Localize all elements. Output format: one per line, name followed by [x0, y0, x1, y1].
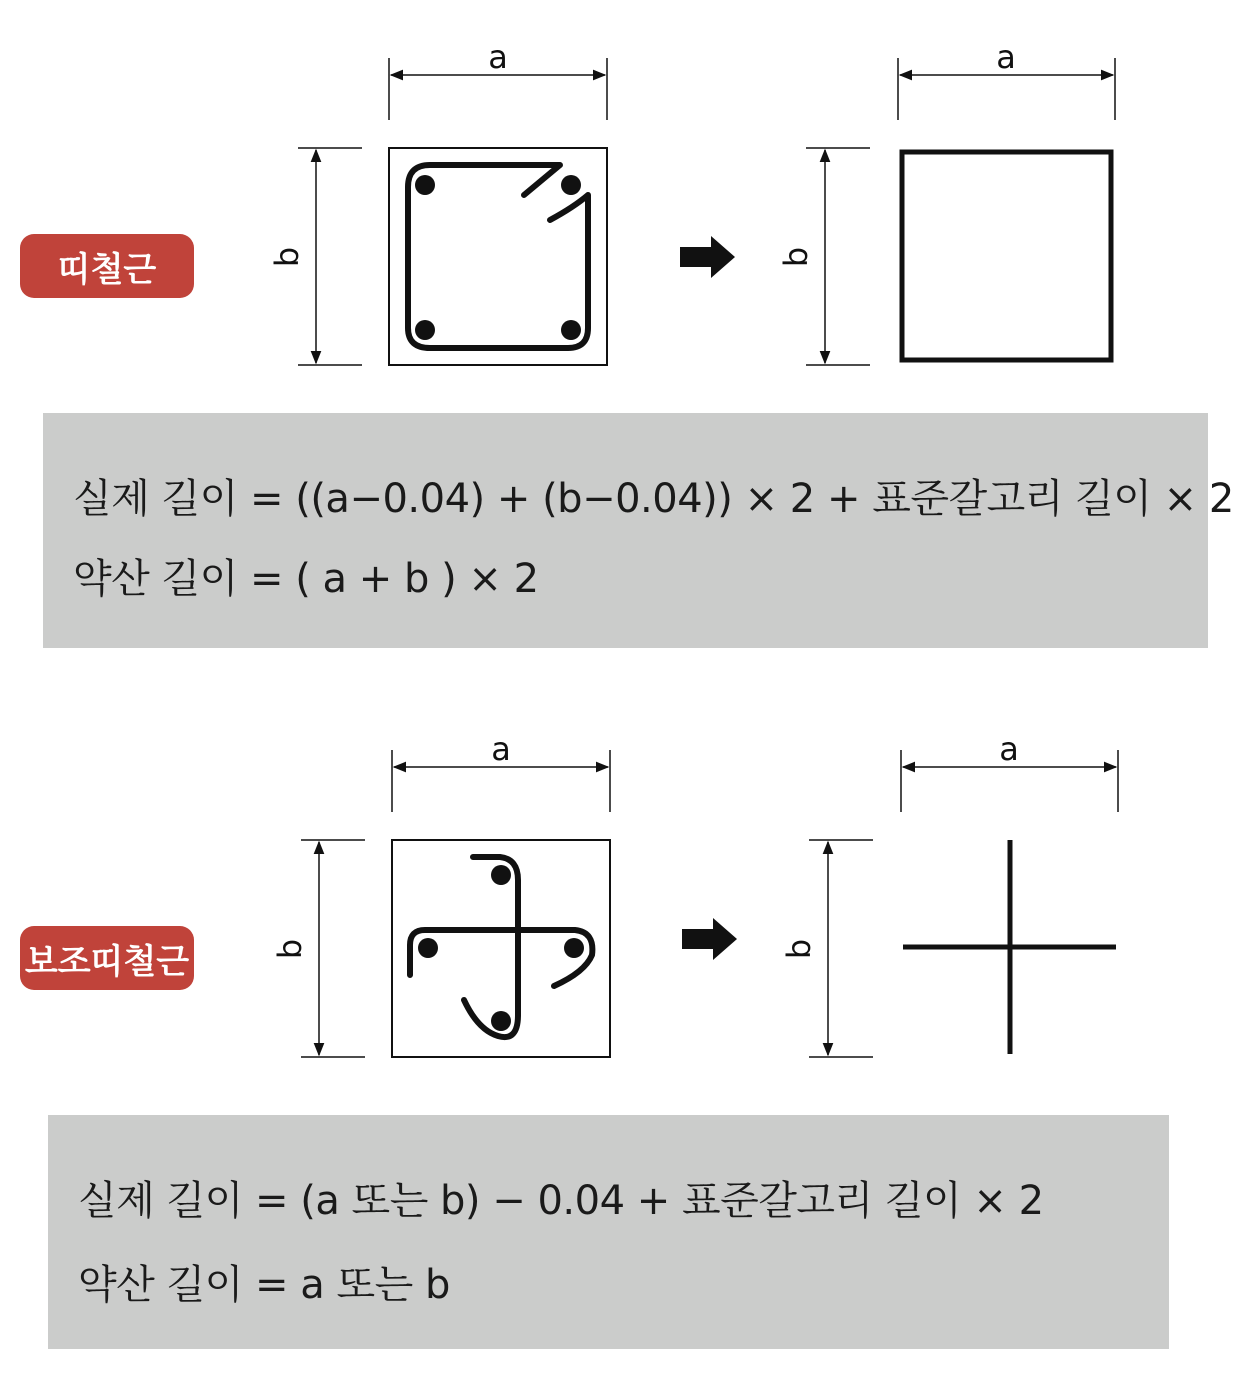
dim-b-label: b [777, 246, 815, 268]
aux-tie-bar-badge: 보조띠철근 [20, 926, 194, 990]
tie-bar-simplified [777, 38, 1115, 365]
dim-b-label: b [268, 246, 306, 268]
tie-bar-formula-box [43, 413, 1234, 648]
tie-bar-section [268, 38, 607, 365]
arrow-right-icon [682, 918, 737, 960]
dim-a-label: a [491, 730, 511, 768]
aux-tie-bar-formula-box [48, 1115, 1169, 1349]
dim-a-label: a [999, 730, 1019, 768]
dim-a-label: a [996, 38, 1016, 76]
aux-tie-bar-section [271, 730, 610, 1057]
dim-b-label: b [780, 938, 818, 960]
actual-length-formula: 실제 길이 = ((a−0.04) + (b−0.04)) × 2 + 표준갈고리 길이 × 2 [73, 476, 1234, 522]
tie-bar-badge: 띠철근 [20, 234, 194, 298]
approx-length-formula: 약산 길이 = a 또는 b [78, 1262, 450, 1308]
aux-tie-bar-simplified [780, 730, 1118, 1057]
arrow-right-icon [680, 236, 735, 278]
actual-length-formula: 실제 길이 = (a 또는 b) − 0.04 + 표준갈고리 길이 × 2 [78, 1178, 1044, 1224]
approx-length-formula: 약산 길이 = ( a + b ) × 2 [73, 556, 539, 602]
dim-a-label: a [488, 38, 508, 76]
dim-b-label: b [271, 938, 309, 960]
